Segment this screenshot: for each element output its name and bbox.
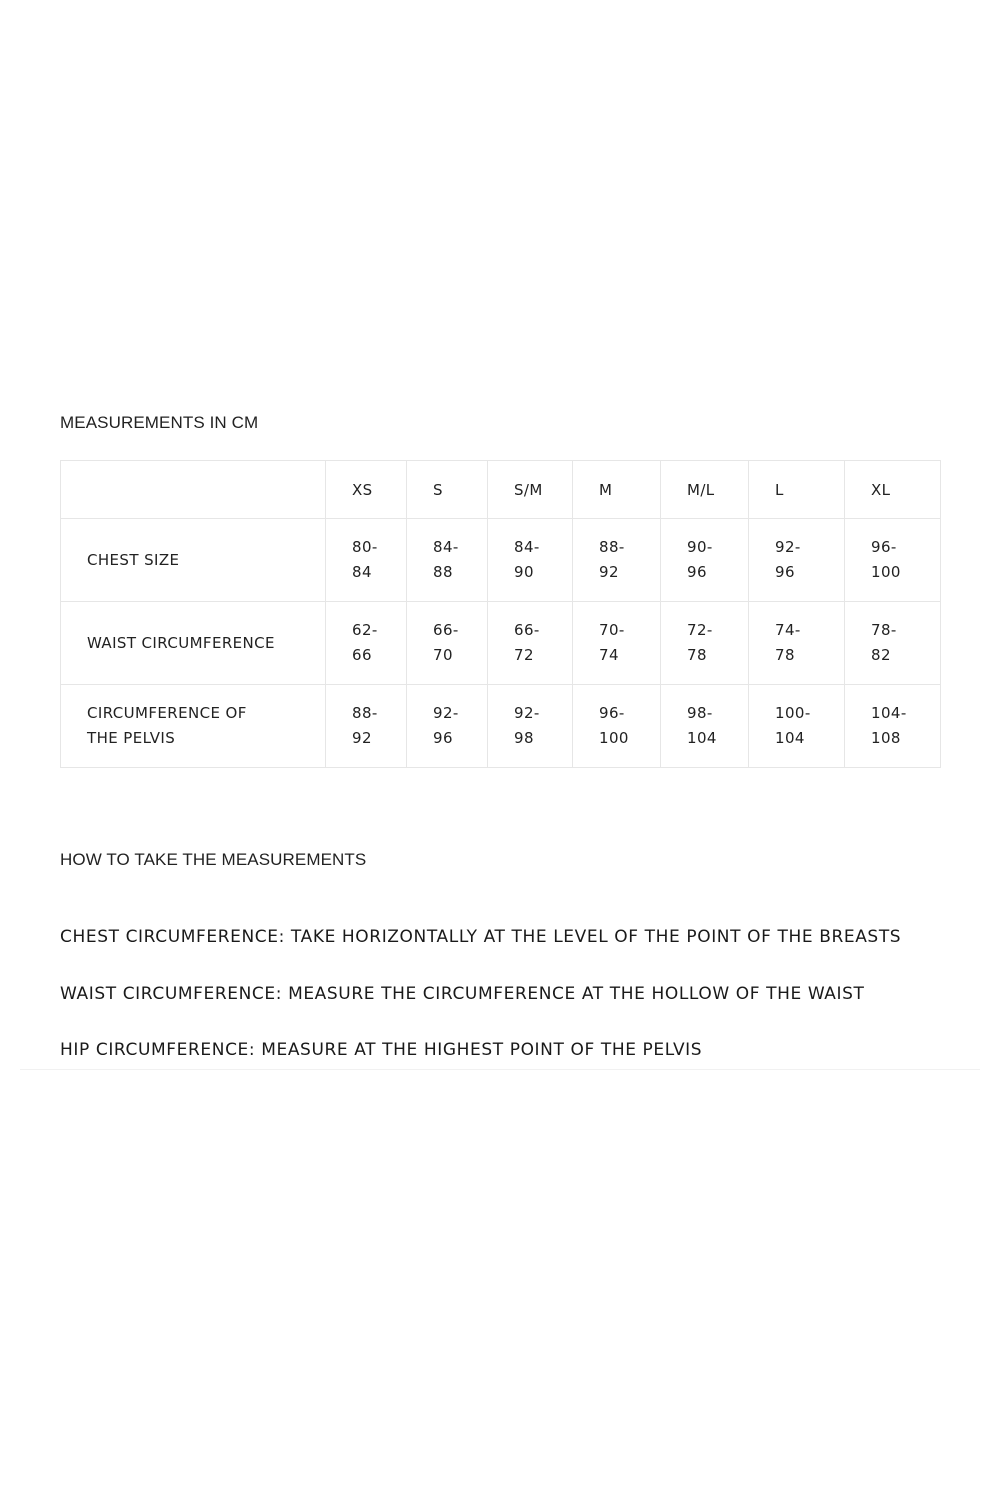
measurement-cell (573, 519, 661, 602)
row-label (61, 519, 326, 602)
range-min: 62- (352, 621, 378, 639)
row-label (61, 602, 326, 685)
size-header-cell: M/L (661, 461, 749, 519)
range-max: 100 (599, 729, 629, 747)
row-label-line: CHEST SIZE (87, 550, 180, 569)
measurement-cell (488, 685, 573, 768)
corner-cell (61, 461, 326, 519)
range-max: 96 (433, 729, 453, 747)
range-max: 96 (687, 563, 707, 581)
measurement-cell (326, 685, 407, 768)
range-max: 90 (514, 563, 534, 581)
measurement-cell (573, 602, 661, 685)
measurements-title: MEASUREMENTS IN CM (60, 413, 259, 432)
range-max: 104 (687, 729, 717, 747)
range-min: 74- (775, 621, 801, 639)
range-min: 78- (871, 621, 897, 639)
range-min: 92- (433, 704, 459, 722)
size-header-cell: M (573, 461, 661, 519)
measurement-cell (326, 602, 407, 685)
range-max: 92 (599, 563, 619, 581)
range-max: 82 (871, 646, 891, 664)
range-max: 88 (433, 563, 453, 581)
instruction-waist: WAIST CIRCUMFERENCE: MEASURE THE CIRCUMFERENCE AT THE HOLLOW OF THE WAIST (60, 984, 865, 1004)
range-min: 100- (775, 704, 811, 722)
range-max: 78 (775, 646, 795, 664)
range-min: 98- (687, 704, 713, 722)
measurement-cell (661, 602, 749, 685)
range-min: 88- (599, 538, 625, 556)
size-header-row (61, 461, 941, 519)
measurement-cell (845, 685, 941, 768)
measurement-cell (407, 685, 488, 768)
range-max: 108 (871, 729, 901, 747)
row-label-line: WAIST CIRCUMFERENCE (87, 633, 275, 652)
range-max: 98 (514, 729, 534, 747)
size-header-cell: S (407, 461, 488, 519)
divider (20, 1069, 980, 1070)
range-min: 84- (514, 538, 540, 556)
row-label-line: THE PELVIS (87, 729, 176, 747)
measurement-cell (749, 602, 845, 685)
measurement-cell (326, 519, 407, 602)
range-min: 92- (775, 538, 801, 556)
range-max: 100 (871, 563, 901, 581)
range-max: 104 (775, 729, 805, 747)
howto-title: HOW TO TAKE THE MEASUREMENTS (60, 850, 367, 869)
range-max: 66 (352, 646, 372, 664)
range-max: 74 (599, 646, 619, 664)
range-max: 84 (352, 563, 372, 581)
range-min: 84- (433, 538, 459, 556)
range-min: 96- (599, 704, 625, 722)
instruction-hip: HIP CIRCUMFERENCE: MEASURE AT THE HIGHEST POINT OF THE PELVIS (60, 1040, 703, 1060)
table-row-waist (61, 602, 941, 685)
range-min: 88- (352, 704, 378, 722)
measurement-cell (845, 519, 941, 602)
range-max: 72 (514, 646, 534, 664)
size-header-cell: L (749, 461, 845, 519)
measurement-cell (845, 602, 941, 685)
measurement-cell (661, 685, 749, 768)
measurement-cell (661, 519, 749, 602)
range-min: 66- (514, 621, 540, 639)
range-min: 90- (687, 538, 713, 556)
range-max: 70 (433, 646, 453, 664)
measurement-cell (407, 602, 488, 685)
table-row-chest (61, 519, 941, 602)
measurement-cell (488, 519, 573, 602)
range-min: 70- (599, 621, 625, 639)
range-min: 96- (871, 538, 897, 556)
range-max: 96 (775, 563, 795, 581)
range-max: 92 (352, 729, 372, 747)
range-min: 104- (871, 704, 907, 722)
table-row-pelvis (61, 685, 941, 768)
size-header-cell: XL (845, 461, 941, 519)
measurement-cell (749, 685, 845, 768)
row-label (61, 685, 326, 768)
range-min: 92- (514, 704, 540, 722)
measurement-cell (749, 519, 845, 602)
measurement-cell (488, 602, 573, 685)
size-chart-table (60, 460, 941, 768)
measurement-cell (407, 519, 488, 602)
instruction-chest: CHEST CIRCUMFERENCE: TAKE HORIZONTALLY AT THE LEVEL OF THE POINT OF THE BREASTS (60, 927, 902, 947)
range-min: 80- (352, 538, 378, 556)
size-header-cell: XS (326, 461, 407, 519)
range-max: 78 (687, 646, 707, 664)
range-min: 66- (433, 621, 459, 639)
measurement-cell (573, 685, 661, 768)
size-header-cell: S/M (488, 461, 573, 519)
row-label-line: CIRCUMFERENCE OF (87, 704, 247, 722)
range-min: 72- (687, 621, 713, 639)
